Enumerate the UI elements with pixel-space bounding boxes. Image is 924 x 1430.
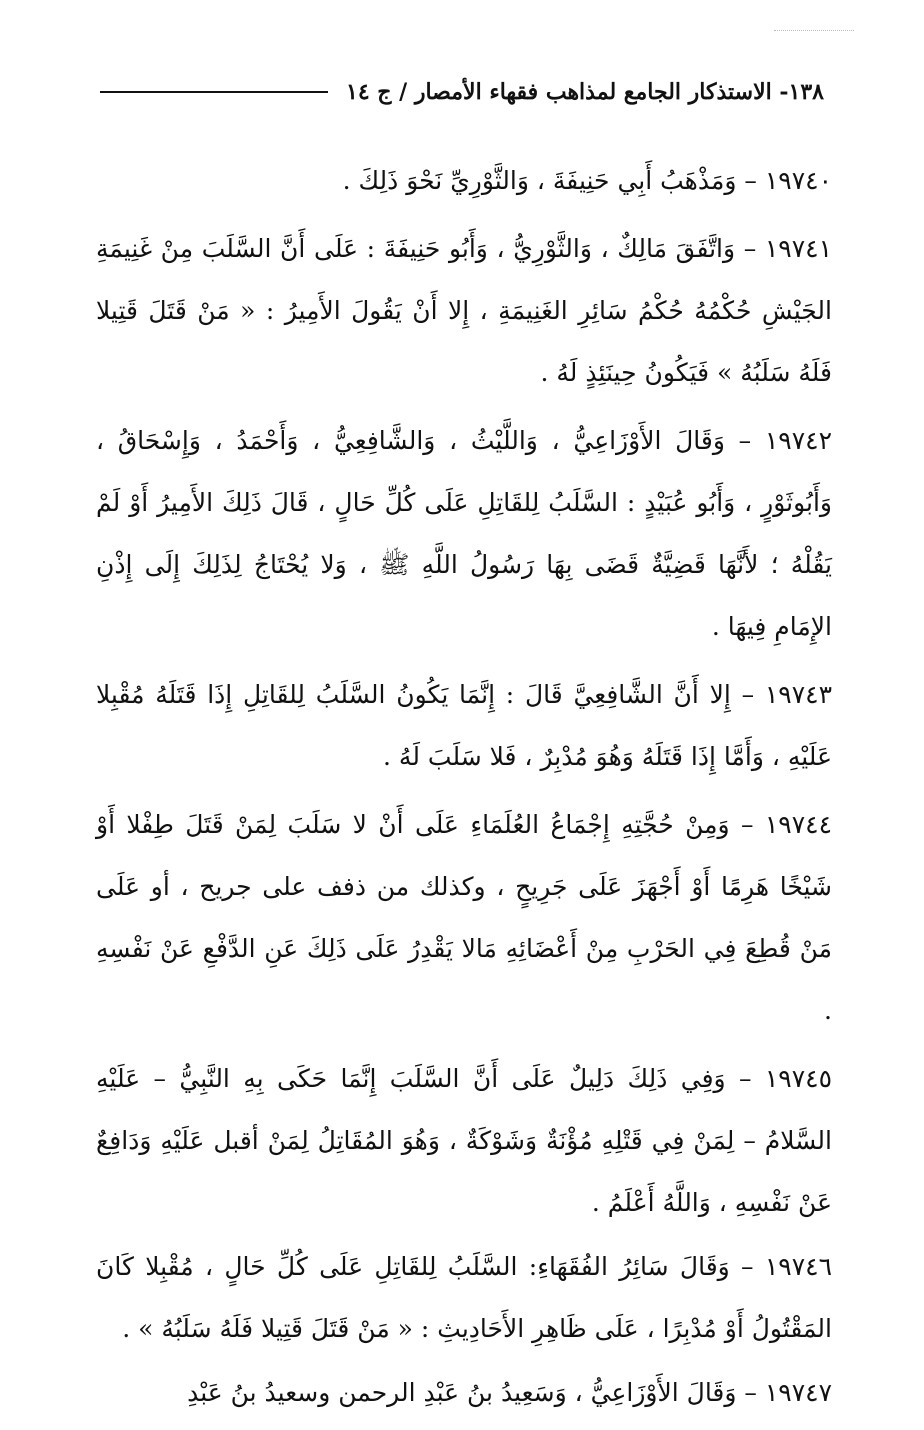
paragraph-19746: ١٩٧٤٦ – وَقَالَ سَائِرُ الفُقَهَاءِ: السَّلَبُ لِلقَاتِلِ عَلَى كُلِّ حَالٍ ، مُقْبِلا كَانَ المَقْتُولُ أَوْ مُدْبِرًا ، عَلَى ظَاهِرِ الأَحَادِيثِ : « مَنْ قَتَلَ قَتِيلا فَلَهُ سَلَبُهُ » . [96, 1252, 832, 1343]
paragraph-19740: ١٩٧٤٠ – وَمَذْهَبُ أَبِي حَنِيفَةَ ، وَالثَّوْرِيِّ نَحْوَ ذَلِكَ . [342, 166, 832, 195]
paragraph-19747: ١٩٧٤٧ – وَقَالَ الأَوْزَاعِيُّ ، وَسَعِيدُ بنُ عَبْدِ الرحمن وسعيدُ بنُ عَبْدِ [187, 1378, 832, 1407]
running-header-title: ١٣٨- الاستذكار الجامع لمذاهب فقهاء الأمصار / ج ١٤ [346, 79, 824, 105]
paragraph-19742: ١٩٧٤٢ – وَقَالَ الأَوْزَاعِيُّ ، وَاللَّيْثُ ، وَالشَّافِعِيُّ ، وَأَحْمَدُ ، وَإِسْحَاقُ ، وَأَبُوثَوْرٍ ، وَأَبُو عُبَيْدٍ : السَّلَبُ لِلقَاتِلِ عَلَى كُلِّ حَالٍ ، قَالَ ذَلِكَ الأَمِيرُ أَوْ لَمْ يَقُلْهُ ؛ لأَنَّهَا قَضِيَّةٌ قَضَى بِهَا رَسُولُ اللَّهِ ﷺ ، وَلا يُحْتَاجُ لِذَلِكَ إِلَى إِذْنِ الإِمَامِ فِيهَا . [96, 426, 832, 641]
paragraph-19744: ١٩٧٤٤ – وَمِنْ حُجَّتِهِ إِجْمَاعُ العُلَمَاءِ عَلَى أَنْ لا سَلَبَ لِمَنْ قَتَلَ طِفْلا أَوْ شَيْخًا هَرِمًا أَوْ أَجْهَزَ عَلَى جَرِيحٍ ، وكذلك من ذفف على جريح ، أو عَلَى مَنْ قُطِعَ فِي الحَرْبِ مِنْ أَعْضَائِهِ مَالا يَقْدِرُ عَلَى ذَلِكَ عَنِ الدَّفْعِ عَنْ نَفْسِهِ . [96, 810, 832, 1025]
body-text [96, 150, 832, 1430]
paragraph-19741: ١٩٧٤١ – وَاتَّفَقَ مَالِكٌ ، وَالثَّوْرِيُّ ، وَأَبُو حَنِيفَةَ : عَلَى أَنَّ السَّلَبَ مِنْ غَنِيمَةِ الجَيْشِ حُكْمُهُ حُكْمُ سَائِرِ الغَنِيمَةِ ، إِلا أَنْ يَقُولَ الأَمِيرُ : « مَنْ قَتَلَ قَتِيلا فَلَهُ سَلَبُهُ » فَيَكُونُ حِينَئِذٍ لَهُ . [96, 234, 832, 387]
page-header [100, 72, 824, 112]
paragraph-19743: ١٩٧٤٣ – إِلا أَنَّ الشَّافِعِيَّ قَالَ : إِنَّمَا يَكُونُ السَّلَبُ لِلقَاتِلِ إِذَا قَتَلَهُ مُقْبِلا عَلَيْهِ ، وَأَمَّا إِذَا قَتَلَهُ وَهُوَ مُدْبِرٌ ، فَلا سَلَبَ لَهُ . [96, 680, 832, 771]
paragraph-19745: ١٩٧٤٥ – وَفِي ذَلِكَ دَلِيلٌ عَلَى أَنَّ السَّلَبَ إِنَّمَا حَكَى بِهِ النَّبِيُّ – عَلَيْهِ السَّلامُ – لِمَنْ فِي قَتْلِهِ مُؤْنَةٌ وَشَوْكَةٌ ، وَهُوَ المُقَاتِلُ لِمَنْ أقبل عَلَيْهِ وَدَافِعٌ عَنْ نَفْسِهِ ، وَاللَّهُ أَعْلَمُ . [96, 1064, 832, 1217]
header-rule [100, 91, 328, 93]
corner-mark [774, 30, 854, 32]
